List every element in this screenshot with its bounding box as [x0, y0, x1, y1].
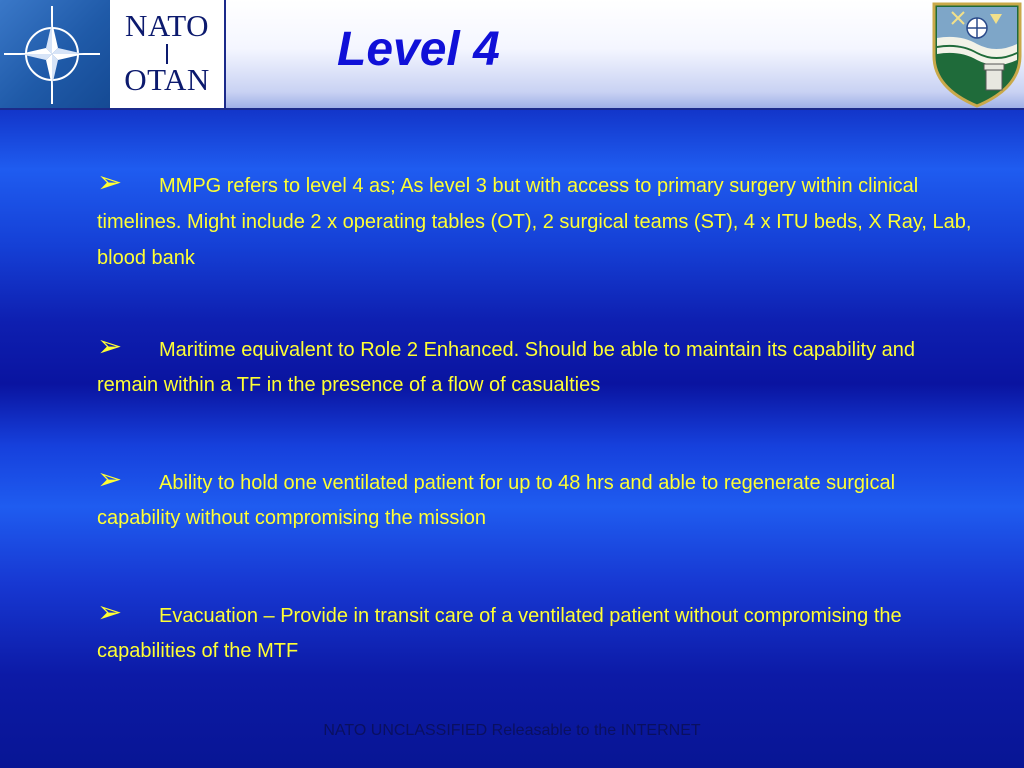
bullet-text: Ability to hold one ventilated patient for up to 48 hrs and able to regenerate surgical capability without compromising the mission: [97, 472, 896, 529]
arrow-bullet-icon: ➢: [97, 596, 123, 629]
classification-footer: NATO UNCLASSIFIED Releasable to the INTERNET: [323, 722, 701, 739]
bullet-text: Evacuation – Provide in transit care of a ventilated patient without compromising the capabilities of the MTF: [97, 605, 902, 662]
command-crest-icon: [930, 0, 1024, 108]
logo-otan-text: OTAN: [124, 62, 210, 97]
slide-title: Level 4: [337, 23, 500, 76]
bullet-item: [97, 465, 977, 536]
bullet-text: Maritime equivalent to Role 2 Enhanced. Should be able to maintain its capability and remain within a TF in the presence of a flow of casualties: [97, 339, 916, 396]
arrow-bullet-icon: ➢: [97, 463, 123, 496]
bullet-item: [97, 332, 977, 403]
nato-otan-logo: [110, 0, 226, 108]
nato-emblem: [0, 0, 110, 108]
logo-nato-text: NATO: [124, 8, 210, 43]
arrow-bullet-icon: ➢: [97, 330, 123, 363]
bullet-text: MMPG refers to level 4 as; As level 3 but with access to primary surgery within clinical timelines. Might include 2 x operating tables (OT), 2 surgical teams (ST), 4 x ITU beds, X Ray, Lab, blood bank: [97, 175, 972, 269]
slide-header: [0, 0, 1024, 110]
bullet-item: [97, 598, 977, 669]
bullet-item: [97, 168, 977, 276]
arrow-bullet-icon: ➢: [97, 166, 123, 199]
nato-compass-star-icon: [0, 0, 110, 108]
logo-divider: [166, 44, 168, 64]
